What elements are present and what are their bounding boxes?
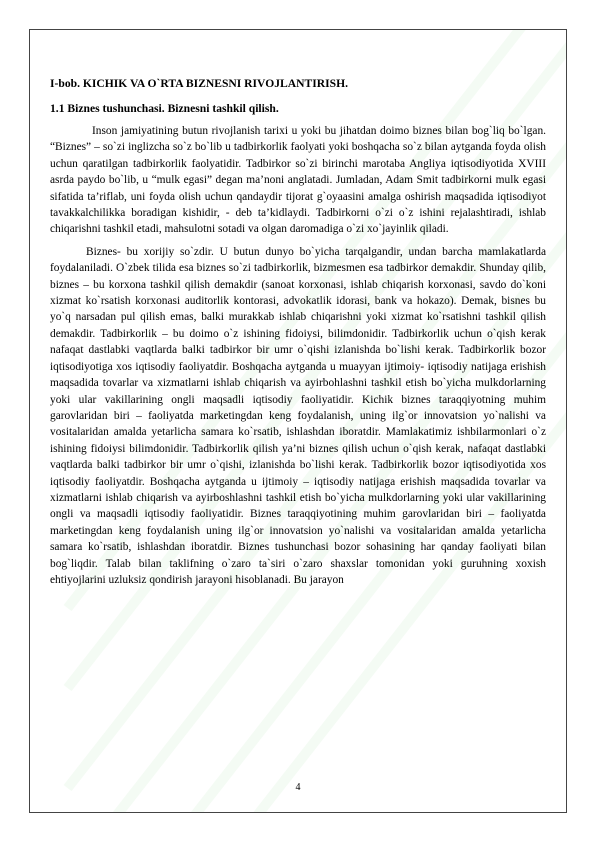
document-body [50,76,546,594]
paragraph-2: Biznes- bu xorijiy so`zdir. U butun dunyo bo`yicha tarqalgandir, undan barcha mamlakatlarda foydalaniladi. O`zbek tilida esa biznes so`zi tadbirkorlik, bizmesmen esa tadbirkor demakdir. Shunday qilib, biznes – bu korxona tashkil qilish demakdir (sanoat korxonasi, ishlab chiqarish korxonasi, savdo do`koni xizmat ko`rsatish korxonasi auditorlik kontorasi, advokatlik idorasi, bank va hokazo). Demak, bisnes bu yo`q narsadan pul qilish emas, balki murakkab ishlab chiqarishni yoki xizmat ko`rsatishni tashkil qilish demakdir. Tadbirkorlik – bu doimo o`z ishining fidoiysi, bilimdonidir. Tadbirkorlik uchun o`qish kerak nafaqat dastlabki vaqtlarda balki tadbirkor bir umr o`qishi izlanishda bo`lishi kerak. Tadbirkorlik bozor iqtisodiyotiga xos iqtisodiy faoliyatdir. Boshqacha aytganda u muayyan ijtimoiy- iqtisodiy natijaga erishish maqsadida tovarlar va xizmatlarni ishlab chiqarish va ayirbohlashni tashkil etish bo`yicha mulkdorlarning yoki ular vakillarining ongli maqsadli iqtisodiy faoliyatidir. Kichik biznes taraqqiyotning muhim garovlaridan biri – faoliyatda marketingdan keng foydalanish, uning ilg`or innovatsion yo`nalishi va vositalaridan amalda yetarlicha samara ko`rsatib, ishlashdan iboratdir. Mamlakatimiz ishbilarmonlari o`z ishining fidoiysi bilimdonidir. Tadbirkorlik qilish ya’ni biznes qilish uchun o`qish kerak, nafaqat dastlabki vaqtlarda balki tadbirkor bir umr o`qishi, izlanishda bo`lishi kerak. Tadbirkorlik bozor iqtisodiyotida xos iqtisodiy faoliyatdir. Boshqacha aytganda u ijtimoiy – iqtisodiy natijaga erishish maqsadida tovarlar va xizmatlarni ishlab chiqarish va ayirboshlashni tashkil etish bo`yicha mulkdorlarning yoki ular vakillarining ongli va maqsadli iqtisodiy faoliyatidir. Biznes taraqqiyotining muhim garovlaridan biri – faoliyatda marketingdan keng foydalanish uning ilg`or innovatsion yo`nalishi va vositalaridan amalda yetarlicha samara ko`rsatib, ishlashdan iboratdir. Biznes tushunchasi bozor sohasining har qanday faoliyati bilan bog`liqdir. Talab bilan taklifning o`zaro ta`siri o`zaro shaxslar tomonidan yoki guruhning xoxish ehtiyojlarini uzluksiz qondirish jarayoni hisoblanadi. Bu jarayon [50,245,546,586]
chapter-title: I-bob. KICHIK VA O`RTA BIZNESNI RIVOJLANTIRISH. [50,77,348,90]
paragraph-1: Inson jamiyatining butun rivojlanish tarixi u yoki bu jihatdan doimo biznes bilan bog`liq bo`lgan. “Biznes” – so`zi inglizcha so`z bo`lib u tadbirkorlik faolyati yoki boshqacha so`z bilan aytganda foyda olish uchun qaratilgan tadbirkorlik faolyatidir. Tadbirkor so`zi birinchi marotaba Angliya iqtisodiyotida XVIII asrda paydo bo`lib, u “mulk egasi” degan ma’noni anglatadi. Jumladan, Adam Smit tadbirkorni mulk egasi sifatida ta’riflab, uni foyda olish uchun qandaydir tijorat g`oyaasini amalga oshirish maqsadida iqtisodiyot tavakkalchilikka boradigan kishidir, - deb ta’kidlaydi. Tadbirkorni o`zi o`z ishini rejalashtiradi, ishlab chiqarishni tashkil etadi, mahsulotni sotadi va olgan daromadiga o`zi xo`jayinlik qiladi. [50,125,546,236]
page-number: 4 [295,782,301,793]
page-frame [29,29,567,813]
section-title: 1.1 Biznes tushunchasi. Biznesni tashkil qilish. [50,102,279,115]
